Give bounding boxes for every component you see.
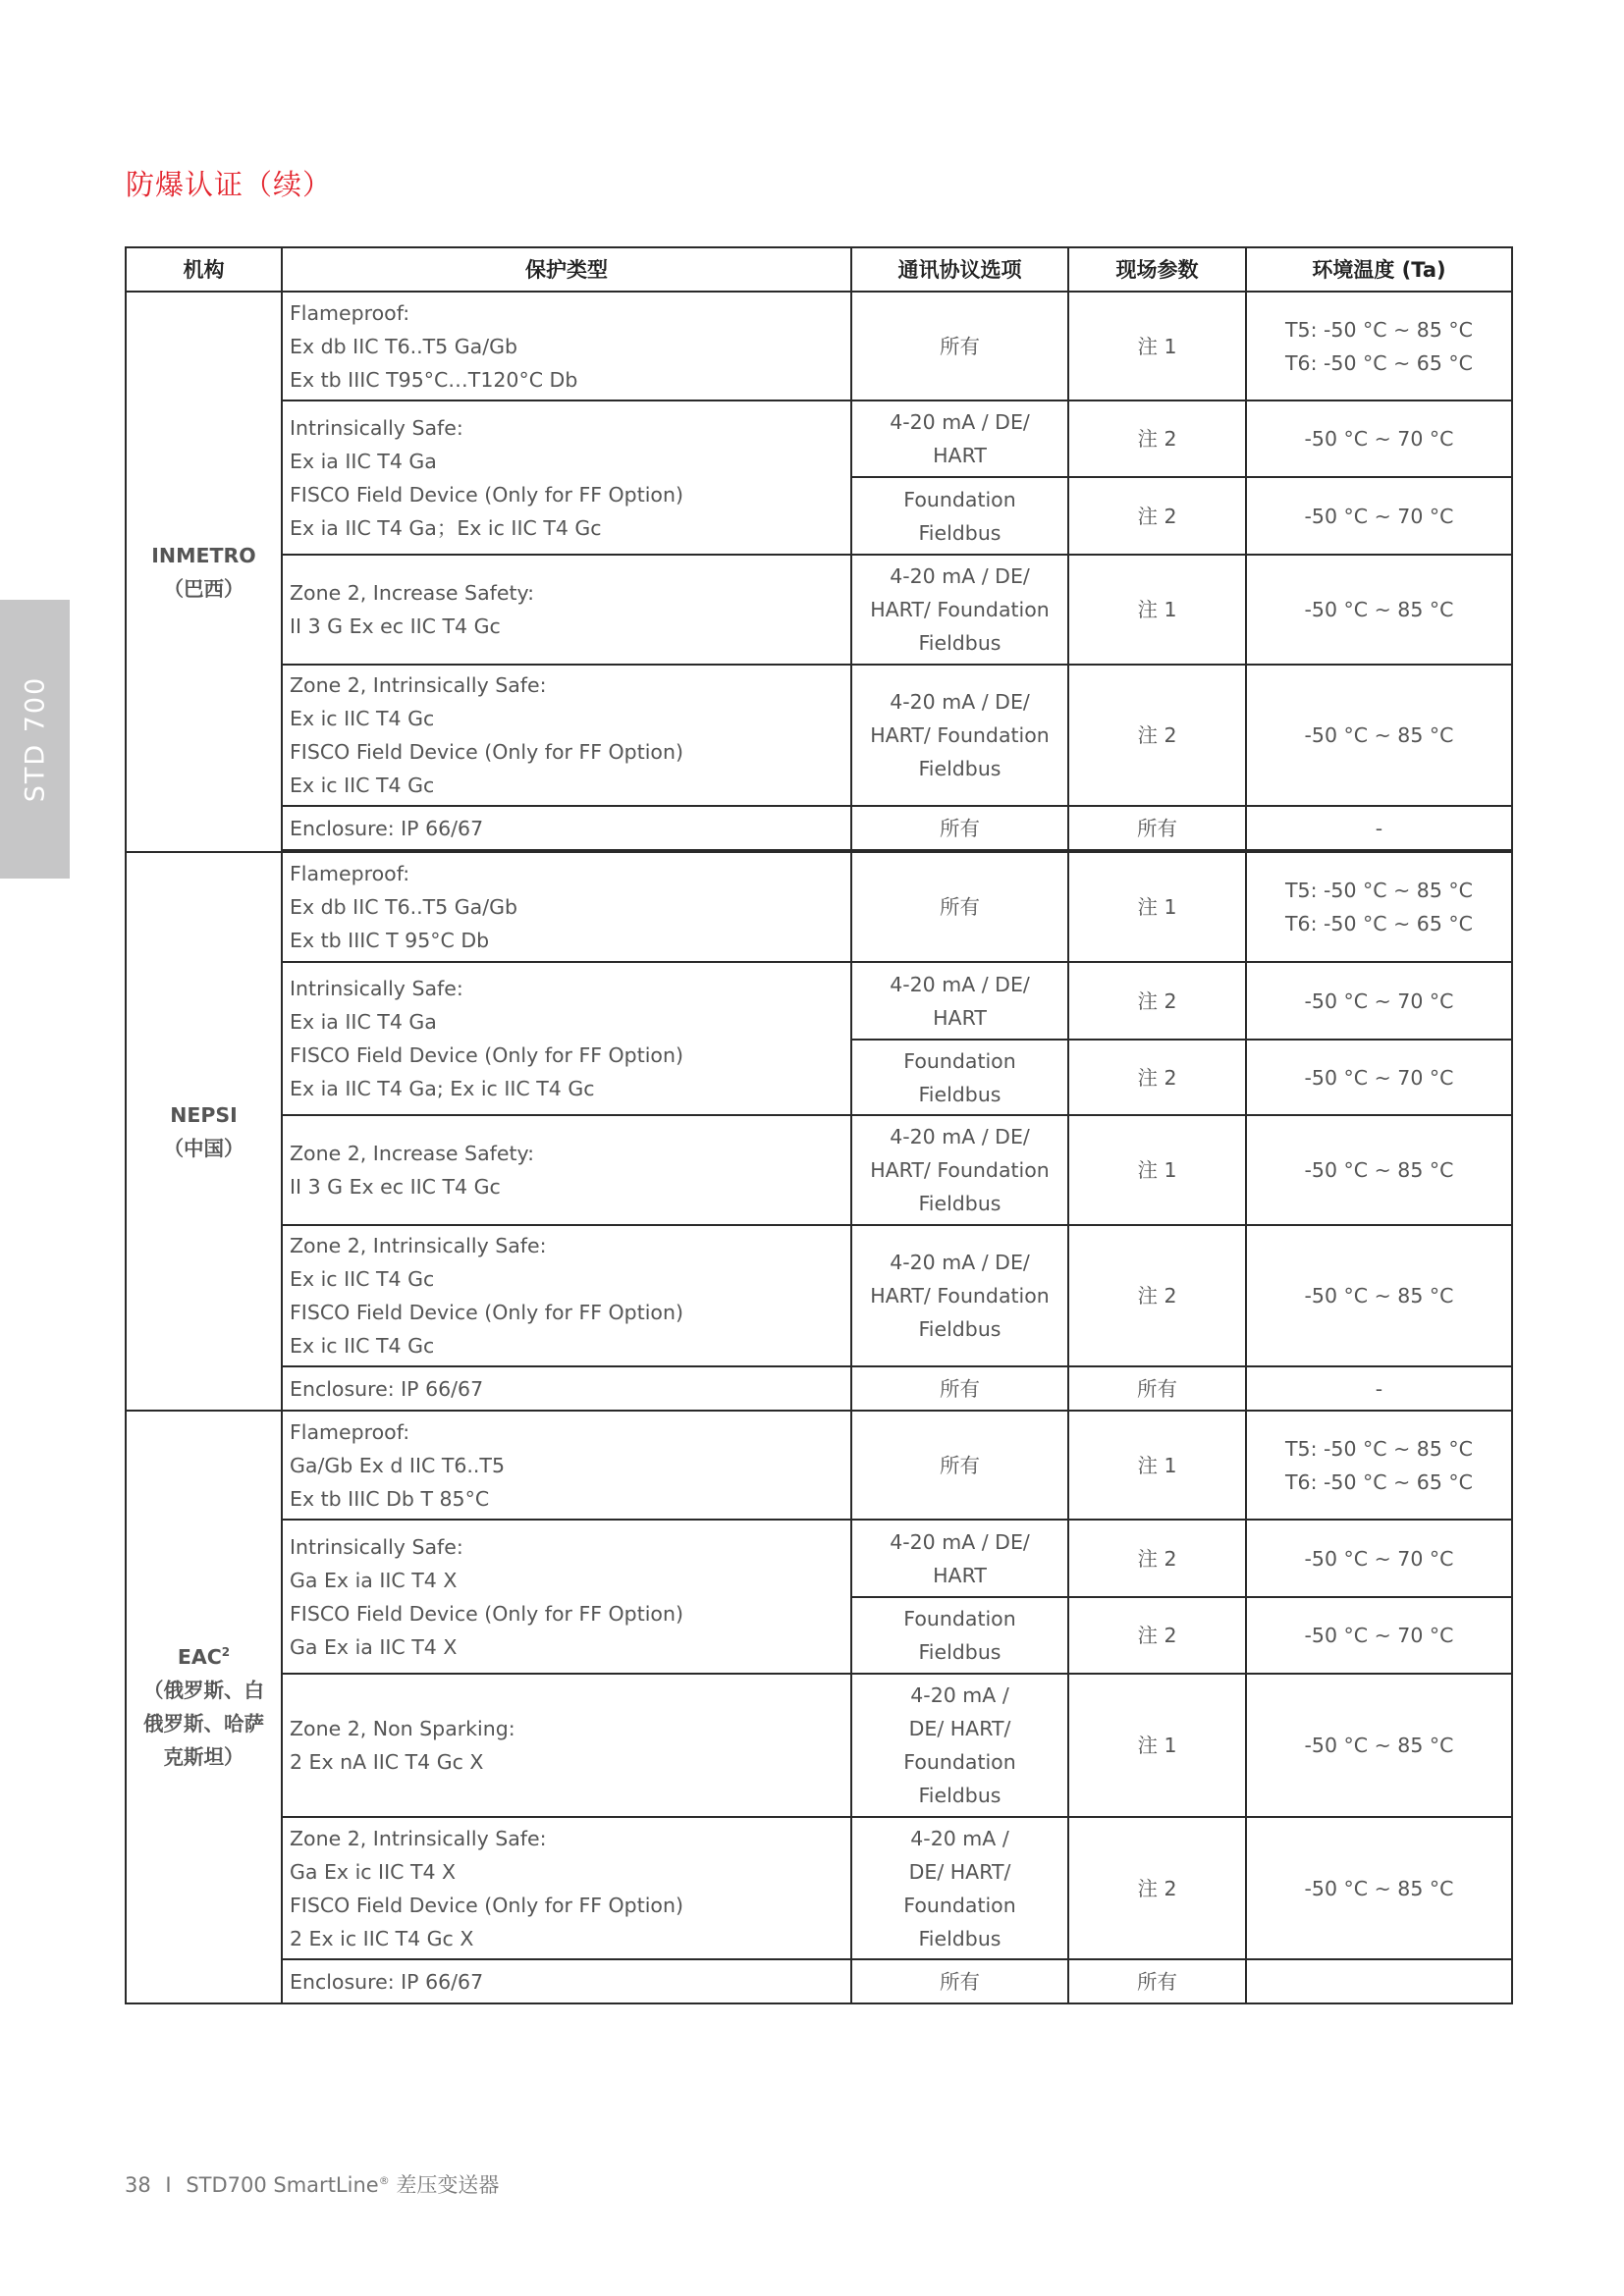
comm-cell — [851, 665, 1068, 806]
table-row — [126, 1817, 1512, 1959]
protection-line: Ex ia IIC T4 Ga；Ex ic IIC T4 Gc — [290, 515, 602, 540]
comm-cell: 所有 — [851, 1366, 1068, 1411]
table-row — [126, 555, 1512, 665]
registered-mark: ® — [378, 2174, 390, 2187]
side-tab — [0, 600, 70, 879]
comm-line: HART/ Foundation — [870, 723, 1050, 747]
protection-line: Flameproof: — [290, 862, 410, 885]
temp-cell — [1246, 1959, 1512, 2003]
comm-line: HART — [933, 1563, 987, 1587]
footer-description: 差压变送器 — [389, 2173, 500, 2197]
agency-name: INMETRO — [151, 543, 256, 567]
field-cell: 所有 — [1068, 806, 1246, 850]
comm-line: Fieldbus — [918, 520, 1001, 545]
field-cell: 注 2 — [1068, 1817, 1246, 1959]
table-row — [126, 962, 1512, 1040]
comm-line: Foundation — [903, 487, 1016, 511]
field-cell: 注 1 — [1068, 852, 1246, 962]
protection-line: Flameproof: — [290, 1419, 410, 1444]
field-cell: 所有 — [1068, 1366, 1246, 1411]
field-cell: 所有 — [1068, 1959, 1246, 2003]
comm-line: Fieldbus — [918, 1784, 1001, 1807]
table-row — [126, 1225, 1512, 1366]
protection-line: II 3 G Ex ec IIC T4 Gc — [290, 614, 501, 638]
certification-table — [125, 246, 1513, 2004]
comm-cell — [851, 962, 1068, 1040]
field-cell: 注 2 — [1068, 1225, 1246, 1366]
agency-country: （巴西） — [163, 576, 244, 601]
protection-line: Zone 2, Intrinsically Safe: — [290, 1826, 547, 1850]
field-cell: 注 2 — [1068, 962, 1246, 1040]
page-footer — [125, 2169, 499, 2199]
comm-line: 4-20 mA / — [910, 1826, 1009, 1850]
temp-cell: -50 °C ~ 85 °C — [1246, 1115, 1512, 1225]
field-cell: 注 2 — [1068, 400, 1246, 477]
protection-line: FISCO Field Device (Only for FF Option) — [290, 1893, 683, 1917]
temp-cell: -50 °C ~ 70 °C — [1246, 400, 1512, 477]
protection-cell — [282, 1520, 851, 1674]
field-cell: 注 2 — [1068, 1520, 1246, 1597]
temp-cell — [1246, 852, 1512, 962]
comm-line: HART — [933, 1005, 987, 1030]
comm-line: Foundation — [903, 1048, 1016, 1073]
temp-cell: -50 °C ~ 70 °C — [1246, 1520, 1512, 1597]
protection-line: FISCO Field Device (Only for FF Option) — [290, 1301, 683, 1324]
protection-line: Zone 2, Intrinsically Safe: — [290, 673, 547, 697]
protection-cell: Enclosure: IP 66/67 — [282, 1366, 851, 1411]
agency-name: NEPSI — [170, 1102, 238, 1127]
protection-line: Ex ia IIC T4 Ga; Ex ic IIC T4 Gc — [290, 1077, 595, 1100]
comm-line: 4-20 mA / DE/ — [890, 1529, 1030, 1554]
temp-cell: - — [1246, 1366, 1512, 1411]
comm-line: HART/ Foundation — [870, 598, 1050, 621]
protection-cell — [282, 665, 851, 806]
comm-line: HART/ Foundation — [870, 1284, 1050, 1308]
header-agency: 机构 — [126, 247, 282, 292]
field-cell: 注 1 — [1068, 1411, 1246, 1520]
header-row — [126, 247, 1512, 292]
comm-line: Foundation — [903, 1750, 1016, 1774]
table-row — [126, 1115, 1512, 1225]
protection-cell — [282, 292, 851, 400]
comm-cell — [851, 400, 1068, 477]
temp-line: T5: -50 °C ~ 85 °C — [1285, 317, 1473, 342]
comm-line: 4-20 mA / DE/ — [890, 690, 1030, 714]
table-row — [126, 1674, 1512, 1817]
page-number: 38 — [125, 2173, 151, 2197]
protection-line: FISCO Field Device (Only for FF Option) — [290, 1601, 683, 1626]
protection-line: Ex ia IIC T4 Ga — [290, 449, 437, 473]
temp-line: T5: -50 °C ~ 85 °C — [1285, 1436, 1473, 1461]
protection-line: Ex tb IIIC T95°C…T120°C Db — [290, 367, 578, 392]
protection-cell — [282, 1115, 851, 1225]
comm-cell — [851, 1817, 1068, 1959]
protection-cell — [282, 852, 851, 962]
comm-line: Fieldbus — [918, 1082, 1001, 1106]
protection-line: Ga Ex ic IIC T4 X — [290, 1859, 457, 1884]
header-field-param: 现场参数 — [1068, 247, 1246, 292]
temp-cell: - — [1246, 806, 1512, 850]
agency-country: （俄罗斯、白 — [143, 1679, 264, 1702]
protection-line: 2 Ex nA IIC T4 Gc X — [290, 1750, 484, 1774]
page-title: 防爆认证（续） — [126, 168, 333, 201]
comm-line: 4-20 mA / — [910, 1683, 1009, 1707]
protection-cell — [282, 1674, 851, 1817]
field-cell: 注 2 — [1068, 665, 1246, 806]
table-row — [126, 665, 1512, 806]
comm-line: 所有 — [940, 334, 980, 358]
protection-line: FISCO Field Device (Only for FF Option) — [290, 740, 683, 764]
header-protection-type: 保护类型 — [282, 247, 851, 292]
agency-cell — [126, 292, 282, 852]
protection-line: Ga/Gb Ex d IIC T6..T5 — [290, 1453, 505, 1477]
comm-line: Fieldbus — [918, 1317, 1001, 1341]
protection-line: Flameproof: — [290, 300, 410, 325]
protection-line: Ex tb IIIC T 95°C Db — [290, 929, 490, 952]
comm-cell — [851, 1040, 1068, 1115]
comm-cell — [851, 1520, 1068, 1597]
field-cell: 注 1 — [1068, 292, 1246, 400]
protection-line: Ga Ex ia IIC T4 X — [290, 1634, 458, 1659]
temp-cell: -50 °C ~ 85 °C — [1246, 1674, 1512, 1817]
agency-country: 俄罗斯、哈萨 — [143, 1712, 264, 1735]
field-cell: 注 1 — [1068, 1674, 1246, 1817]
temp-cell: -50 °C ~ 70 °C — [1246, 1040, 1512, 1115]
temp-cell: -50 °C ~ 70 °C — [1246, 1597, 1512, 1674]
temp-line: T6: -50 °C ~ 65 °C — [1285, 350, 1473, 375]
comm-line: HART/ Foundation — [870, 1158, 1050, 1182]
table-row — [126, 1411, 1512, 1520]
table-row — [126, 1366, 1512, 1411]
comm-cell — [851, 555, 1068, 665]
protection-line: Intrinsically Safe: — [290, 1534, 463, 1559]
temp-cell: -50 °C ~ 70 °C — [1246, 962, 1512, 1040]
comm-line: 4-20 mA / DE/ — [890, 564, 1030, 588]
field-cell: 注 2 — [1068, 477, 1246, 555]
table-row — [126, 400, 1512, 477]
agency-cell — [126, 1411, 282, 2003]
protection-line: Ex ia IIC T4 Ga — [290, 1010, 437, 1034]
protection-cell — [282, 962, 851, 1115]
comm-line: 4-20 mA / DE/ — [890, 410, 1030, 434]
protection-cell — [282, 1817, 851, 1959]
comm-cell: 所有 — [851, 1959, 1068, 2003]
protection-line: Intrinsically Safe: — [290, 977, 463, 1000]
comm-cell: 所有 — [851, 852, 1068, 962]
protection-line: Ex db IIC T6..T5 Ga/Gb — [290, 895, 517, 919]
comm-line: DE/ HART/ — [908, 1859, 1011, 1884]
protection-line: Ex ic IIC T4 Gc — [290, 774, 435, 797]
protection-line: II 3 G Ex ec IIC T4 Gc — [290, 1175, 501, 1199]
protection-cell — [282, 555, 851, 665]
temp-cell: -50 °C ~ 85 °C — [1246, 1225, 1512, 1366]
protection-line: Zone 2, Non Sparking: — [290, 1717, 515, 1740]
comm-cell — [851, 1674, 1068, 1817]
comm-line: HART — [933, 444, 987, 467]
agency-country: 克斯坦） — [163, 1745, 244, 1769]
comm-line: 4-20 mA / DE/ — [890, 1125, 1030, 1148]
temp-cell: -50 °C ~ 85 °C — [1246, 1817, 1512, 1959]
agency-country: （中国） — [163, 1136, 244, 1160]
comm-line: Foundation — [903, 1893, 1016, 1917]
protection-cell — [282, 400, 851, 555]
temp-cell: -50 °C ~ 85 °C — [1246, 555, 1512, 665]
field-cell: 注 1 — [1068, 555, 1246, 665]
comm-line: Foundation — [903, 1607, 1016, 1630]
temp-line: T6: -50 °C ~ 65 °C — [1285, 1469, 1473, 1494]
protection-line: Ex tb IIIC Db T 85°C — [290, 1486, 490, 1511]
header-comm-option: 通讯协议选项 — [851, 247, 1068, 292]
agency-name — [127, 1640, 281, 1674]
comm-line: Fieldbus — [918, 1192, 1001, 1215]
temp-cell — [1246, 1411, 1512, 1520]
comm-line: Fieldbus — [918, 1640, 1001, 1664]
comm-line: Fieldbus — [918, 631, 1001, 655]
footer-product: STD700 SmartLine — [186, 2173, 379, 2197]
table-row — [126, 1520, 1512, 1597]
comm-cell: 所有 — [851, 806, 1068, 850]
field-cell: 注 1 — [1068, 1115, 1246, 1225]
comm-line: 4-20 mA / DE/ — [890, 972, 1030, 996]
comm-cell — [851, 477, 1068, 555]
agency-name-text: EAC — [177, 1645, 222, 1669]
protection-line: Intrinsically Safe: — [290, 415, 463, 440]
temp-cell: -50 °C ~ 70 °C — [1246, 477, 1512, 555]
temp-line: T5: -50 °C ~ 85 °C — [1285, 879, 1473, 902]
comm-cell — [851, 1225, 1068, 1366]
table-row — [126, 292, 1512, 400]
protection-line: Zone 2, Intrinsically Safe: — [290, 1234, 547, 1257]
protection-cell: Enclosure: IP 66/67 — [282, 806, 851, 850]
protection-cell — [282, 1225, 851, 1366]
protection-line: Zone 2, Increase Safety: — [290, 581, 535, 605]
field-cell: 注 2 — [1068, 1597, 1246, 1674]
comm-cell — [851, 292, 1068, 400]
table-row — [126, 852, 1512, 962]
protection-line: Ex db IIC T6..T5 Ga/Gb — [290, 334, 517, 358]
side-tab-label: STD 700 — [20, 675, 50, 803]
field-cell: 注 2 — [1068, 1040, 1246, 1115]
comm-line: Fieldbus — [918, 757, 1001, 780]
comm-line: DE/ HART/ — [908, 1717, 1011, 1740]
temp-cell — [1246, 292, 1512, 400]
protection-line: Ex ic IIC T4 Gc — [290, 1267, 435, 1291]
temp-line: T6: -50 °C ~ 65 °C — [1285, 912, 1473, 935]
comm-cell: 所有 — [851, 1411, 1068, 1520]
footer-separator: I — [165, 2173, 172, 2197]
comm-line: 4-20 mA / DE/ — [890, 1251, 1030, 1274]
protection-cell: Enclosure: IP 66/67 — [282, 1959, 851, 2003]
table-row — [126, 806, 1512, 850]
comm-cell — [851, 1597, 1068, 1674]
agency-cell — [126, 852, 282, 1411]
comm-line: Fieldbus — [918, 1926, 1001, 1950]
protection-line: Zone 2, Increase Safety: — [290, 1142, 535, 1165]
protection-cell — [282, 1411, 851, 1520]
protection-line: 2 Ex ic IIC T4 Gc X — [290, 1926, 474, 1950]
protection-line: Ex ic IIC T4 Gc — [290, 707, 435, 730]
protection-line: FISCO Field Device (Only for FF Option) — [290, 1043, 683, 1067]
header-ambient-temp: 环境温度 (Ta) — [1246, 247, 1512, 292]
protection-line: Ga Ex ia IIC T4 X — [290, 1568, 458, 1592]
comm-cell — [851, 1115, 1068, 1225]
protection-line: Ex ic IIC T4 Gc — [290, 1334, 435, 1358]
footnote-marker: 2 — [221, 1645, 231, 1660]
protection-line: FISCO Field Device (Only for FF Option) — [290, 482, 683, 507]
temp-cell: -50 °C ~ 85 °C — [1246, 665, 1512, 806]
table-row — [126, 1959, 1512, 2003]
